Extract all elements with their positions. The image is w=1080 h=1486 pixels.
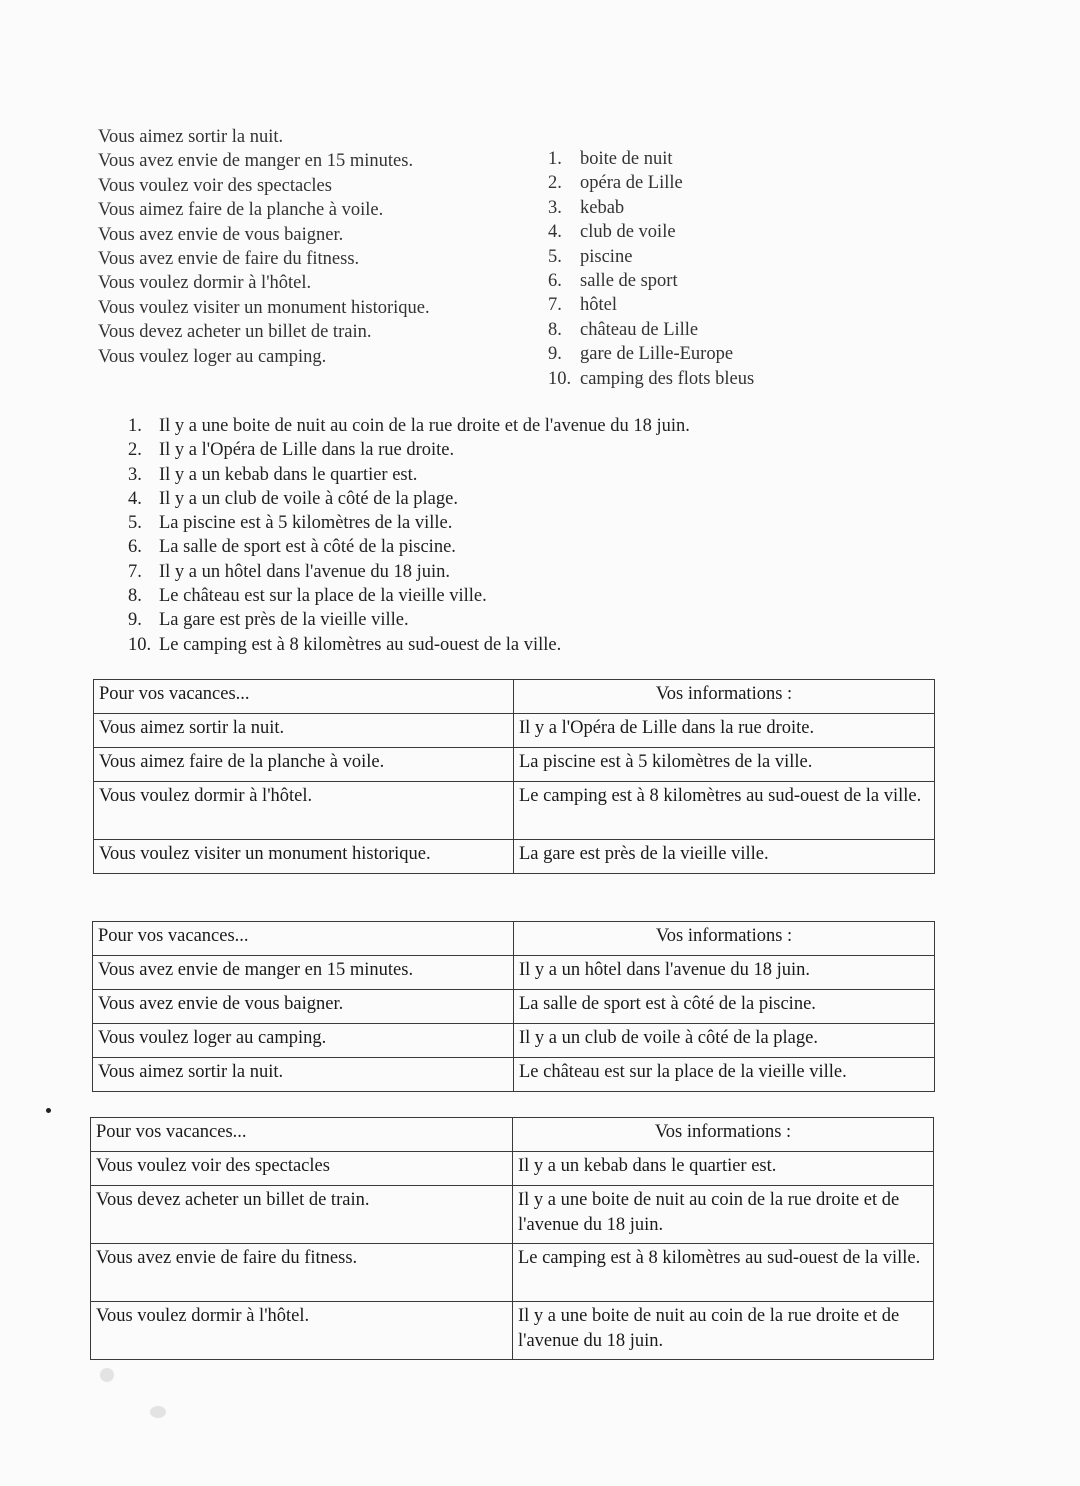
place-item bbox=[548, 293, 754, 317]
places-list bbox=[548, 147, 754, 391]
info-cell: La salle de sport est à côté de la piscine. bbox=[514, 990, 935, 1024]
table-row bbox=[91, 1186, 934, 1244]
fact-number: 9. bbox=[128, 610, 142, 631]
place-text: kebab bbox=[580, 197, 625, 218]
table-row bbox=[93, 1058, 935, 1092]
fact-text: Il y a un kebab dans le quartier est. bbox=[159, 464, 418, 485]
fact-text: Il y a une boite de nuit au coin de la rue droite et de l'avenue du 18 juin. bbox=[159, 416, 690, 436]
place-text: boite de nuit bbox=[580, 149, 673, 169]
fact-number: 8. bbox=[128, 586, 142, 607]
activity-item: Vous avez envie de faire du fitness. bbox=[98, 248, 360, 269]
activity-item: Vous voulez loger au camping. bbox=[98, 346, 327, 367]
table-row bbox=[94, 748, 935, 782]
table-row bbox=[94, 714, 935, 748]
vacation-table-1 bbox=[93, 679, 935, 874]
activity-item: Vous devez acheter un billet de train. bbox=[98, 322, 372, 343]
place-number: 7. bbox=[548, 295, 562, 316]
scan-smudge bbox=[100, 1368, 114, 1382]
info-cell: La piscine est à 5 kilomètres de la ville. bbox=[514, 748, 935, 782]
table-row bbox=[94, 782, 935, 840]
place-number: 1. bbox=[548, 149, 562, 169]
place-item bbox=[548, 367, 754, 391]
table-row bbox=[94, 840, 935, 874]
table-row bbox=[91, 1152, 934, 1186]
fact-item bbox=[128, 608, 690, 632]
scan-speck bbox=[46, 1108, 51, 1113]
place-text: club de voile bbox=[580, 222, 676, 243]
place-text: château de Lille bbox=[580, 319, 699, 340]
fact-text: Il y a l'Opéra de Lille dans la rue droite. bbox=[159, 440, 455, 461]
table-row bbox=[93, 990, 935, 1024]
activity-cell: Vous aimez faire de la planche à voile. bbox=[94, 748, 514, 782]
fact-item bbox=[128, 438, 690, 462]
place-item bbox=[548, 245, 754, 269]
fact-number: 6. bbox=[128, 537, 142, 558]
activity-item: Vous voulez voir des spectacles bbox=[98, 175, 332, 196]
scan-smudge bbox=[150, 1406, 166, 1418]
place-number: 4. bbox=[548, 222, 562, 243]
place-item bbox=[548, 147, 754, 171]
place-number: 10. bbox=[548, 368, 572, 389]
fact-number: 1. bbox=[128, 416, 142, 436]
info-cell: Le camping est à 8 kilomètres au sud-ouest de la ville. bbox=[513, 1244, 934, 1302]
header-right-cell: Vos informations : bbox=[514, 922, 935, 956]
activity-cell: Vous avez envie de vous baigner. bbox=[93, 990, 514, 1024]
activity-cell: Vous voulez loger au camping. bbox=[93, 1024, 514, 1058]
place-item bbox=[548, 220, 754, 244]
activity-item: Vous avez envie de vous baigner. bbox=[98, 224, 344, 245]
header-left-cell: Pour vos vacances... bbox=[93, 922, 514, 956]
place-text: opéra de Lille bbox=[580, 173, 683, 194]
activity-cell: Vous avez envie de manger en 15 minutes. bbox=[93, 956, 514, 990]
place-number: 2. bbox=[548, 173, 562, 194]
table-row bbox=[91, 1302, 934, 1360]
info-cell: Il y a une boite de nuit au coin de la rue droite et de l'avenue du 18 juin. bbox=[513, 1186, 934, 1244]
table-header-row bbox=[94, 680, 935, 714]
fact-item bbox=[128, 584, 690, 608]
activity-cell: Vous devez acheter un billet de train. bbox=[91, 1186, 513, 1244]
activity-cell: Vous voulez voir des spectacles bbox=[91, 1152, 513, 1186]
place-number: 9. bbox=[548, 344, 562, 365]
activity-item: Vous aimez sortir la nuit. bbox=[98, 127, 284, 147]
place-number: 6. bbox=[548, 270, 562, 291]
info-cell: Il y a un hôtel dans l'avenue du 18 juin. bbox=[514, 956, 935, 990]
info-cell: Le camping est à 8 kilomètres au sud-ouest de la ville. bbox=[514, 782, 935, 840]
table-row bbox=[93, 956, 935, 990]
vacation-table-3 bbox=[90, 1117, 934, 1360]
place-text: piscine bbox=[580, 246, 633, 267]
place-text: salle de sport bbox=[580, 270, 678, 291]
place-item bbox=[548, 342, 754, 366]
fact-number: 2. bbox=[128, 440, 142, 461]
activity-cell: Vous voulez visiter un monument historique. bbox=[94, 840, 514, 874]
fact-number: 3. bbox=[128, 464, 142, 485]
place-number: 5. bbox=[548, 246, 562, 267]
table-row bbox=[93, 1024, 935, 1058]
facts-list bbox=[128, 414, 690, 657]
fact-item bbox=[128, 560, 690, 584]
table-header-row bbox=[93, 922, 935, 956]
info-cell: Il y a l'Opéra de Lille dans la rue droite. bbox=[514, 714, 935, 748]
activity-cell: Vous voulez dormir à l'hôtel. bbox=[94, 782, 514, 840]
activity-cell: Vous avez envie de faire du fitness. bbox=[91, 1244, 513, 1302]
info-cell: La gare est près de la vieille ville. bbox=[514, 840, 935, 874]
place-text: camping des flots bleus bbox=[580, 368, 755, 389]
activities-list bbox=[98, 125, 430, 369]
fact-text: La gare est près de la vieille ville. bbox=[159, 610, 409, 631]
place-number: 8. bbox=[548, 319, 562, 340]
place-text: hôtel bbox=[580, 295, 617, 316]
place-item bbox=[548, 318, 754, 342]
fact-item bbox=[128, 535, 690, 559]
info-cell: Il y a un club de voile à côté de la plage. bbox=[514, 1024, 935, 1058]
place-text: gare de Lille-Europe bbox=[580, 344, 734, 365]
fact-item bbox=[128, 487, 690, 511]
fact-number: 10. bbox=[128, 634, 152, 655]
activity-item: Vous avez envie de manger en 15 minutes. bbox=[98, 151, 414, 172]
header-left-cell: Pour vos vacances... bbox=[94, 680, 514, 714]
activity-item: Vous voulez visiter un monument historique. bbox=[98, 297, 430, 318]
info-cell: Il y a un kebab dans le quartier est. bbox=[513, 1152, 934, 1186]
fact-item bbox=[128, 511, 690, 535]
table-row bbox=[91, 1244, 934, 1302]
info-cell: Le château est sur la place de la vieille ville. bbox=[514, 1058, 935, 1092]
fact-item bbox=[128, 463, 690, 487]
activity-cell: Vous voulez dormir à l'hôtel. bbox=[91, 1302, 513, 1360]
place-number: 3. bbox=[548, 197, 562, 218]
activity-item: Vous aimez faire de la planche à voile. bbox=[98, 200, 384, 221]
fact-item bbox=[128, 633, 690, 657]
activity-cell: Vous aimez sortir la nuit. bbox=[94, 714, 514, 748]
table-header-row bbox=[91, 1118, 934, 1152]
activity-item: Vous voulez dormir à l'hôtel. bbox=[98, 273, 312, 294]
fact-text: La piscine est à 5 kilomètres de la ville. bbox=[159, 513, 453, 534]
fact-text: La salle de sport est à côté de la piscine. bbox=[159, 537, 456, 558]
fact-number: 4. bbox=[128, 488, 142, 509]
fact-item bbox=[128, 414, 690, 438]
place-item bbox=[548, 171, 754, 195]
info-cell: Il y a une boite de nuit au coin de la rue droite et de l'avenue du 18 juin. bbox=[513, 1302, 934, 1360]
fact-number: 7. bbox=[128, 561, 142, 582]
vacation-table-2 bbox=[92, 921, 935, 1092]
fact-text: Le camping est à 8 kilomètres au sud-ouest de la ville. bbox=[159, 634, 562, 655]
header-right-cell: Vos informations : bbox=[513, 1118, 934, 1152]
place-item bbox=[548, 269, 754, 293]
fact-text: Il y a un hôtel dans l'avenue du 18 juin. bbox=[159, 561, 451, 582]
header-right-cell: Vos informations : bbox=[514, 680, 935, 714]
place-item bbox=[548, 196, 754, 220]
header-left-cell: Pour vos vacances... bbox=[91, 1118, 513, 1152]
fact-number: 5. bbox=[128, 513, 142, 534]
activity-cell: Vous aimez sortir la nuit. bbox=[93, 1058, 514, 1092]
fact-text: Le château est sur la place de la vieille ville. bbox=[159, 586, 487, 607]
fact-text: Il y a un club de voile à côté de la plage. bbox=[159, 488, 458, 509]
